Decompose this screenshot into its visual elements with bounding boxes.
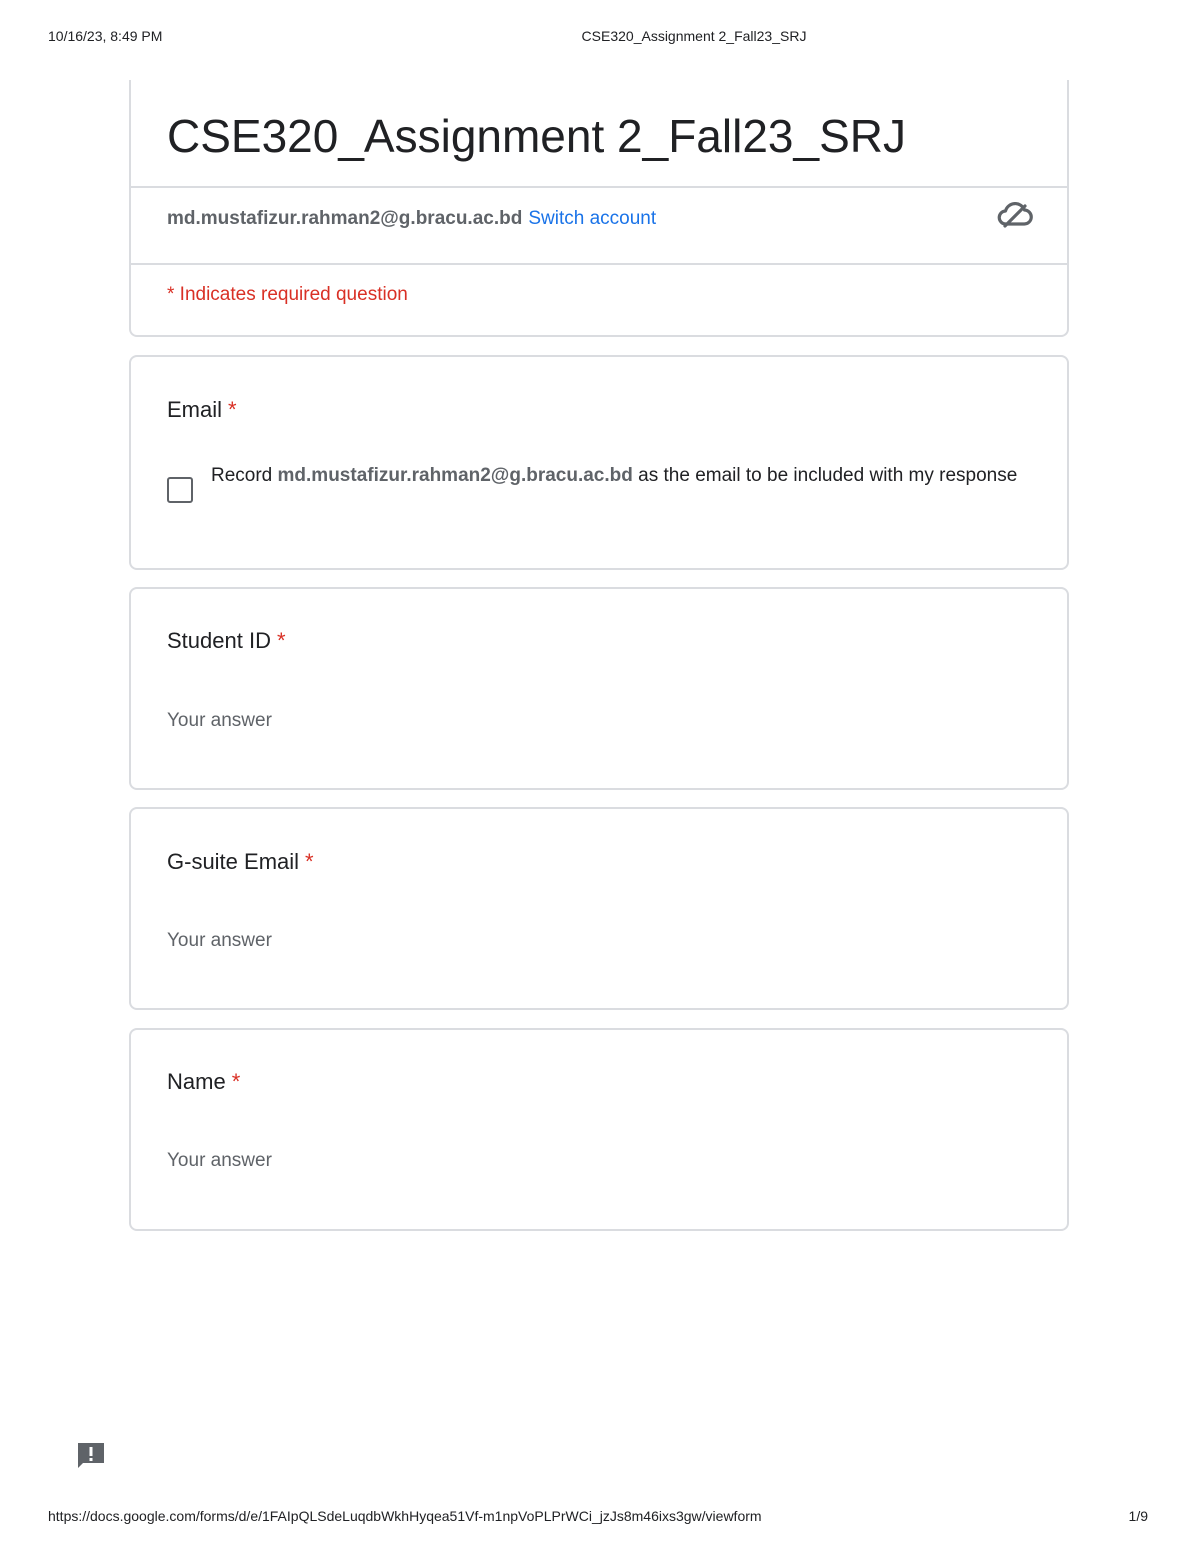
- required-star: *: [276, 628, 286, 653]
- question-title-gsuite-email: [167, 847, 314, 877]
- account-divider: [131, 263, 1067, 265]
- print-doc-title: CSE320_Assignment 2_Fall23_SRJ: [581, 28, 807, 44]
- required-star: *: [228, 397, 237, 422]
- question-card-student-id: [129, 587, 1069, 790]
- print-page-number: 1/9: [1128, 1508, 1148, 1524]
- header-divider: [131, 186, 1067, 188]
- question-card-email: [129, 355, 1069, 570]
- print-footer-url: https://docs.google.com/forms/d/e/1FAIpQLSdeLuqdbWkhHyqea51Vf-m1npVoPLPrWCi_jzJs8m46ixs3gw/viewform: [48, 1508, 762, 1524]
- question-title-name: [167, 1067, 240, 1097]
- required-note: * Indicates required question: [167, 284, 408, 305]
- required-star: *: [231, 1069, 241, 1094]
- student-id-input[interactable]: Your answer: [167, 710, 272, 731]
- question-title-email: [167, 395, 237, 425]
- print-datetime: 10/16/23, 8:49 PM: [48, 28, 163, 44]
- checkbox-email: md.mustafizur.rahman2@g.bracu.ac.bd: [277, 465, 633, 486]
- question-title-text: Email: [167, 397, 223, 422]
- question-title-text: G-suite Email: [167, 849, 300, 874]
- checkbox-suffix: as the email to be included with my response: [638, 465, 1018, 486]
- question-title-student-id: [167, 626, 286, 656]
- required-star: *: [305, 849, 314, 874]
- name-input[interactable]: Your answer: [167, 1150, 272, 1171]
- question-card-gsuite-email: [129, 807, 1069, 1010]
- question-title-text: Student ID: [167, 628, 271, 653]
- form-title: CSE320_Assignment 2_Fall23_SRJ: [167, 110, 906, 162]
- account-email: md.mustafizur.rahman2@g.bracu.ac.bd: [167, 208, 523, 229]
- report-feedback-icon[interactable]: [75, 1440, 107, 1472]
- form-header-card: [129, 80, 1069, 337]
- switch-account-link[interactable]: Switch account: [528, 208, 657, 229]
- checkbox-prefix: Record: [211, 465, 273, 486]
- record-email-checkbox[interactable]: [167, 477, 193, 503]
- record-email-label[interactable]: [211, 461, 1031, 491]
- gsuite-email-input[interactable]: Your answer: [167, 930, 272, 951]
- account-row: [167, 206, 656, 232]
- question-title-text: Name: [167, 1069, 226, 1094]
- question-card-name: [129, 1028, 1069, 1231]
- cloud-offline-icon[interactable]: [997, 200, 1033, 228]
